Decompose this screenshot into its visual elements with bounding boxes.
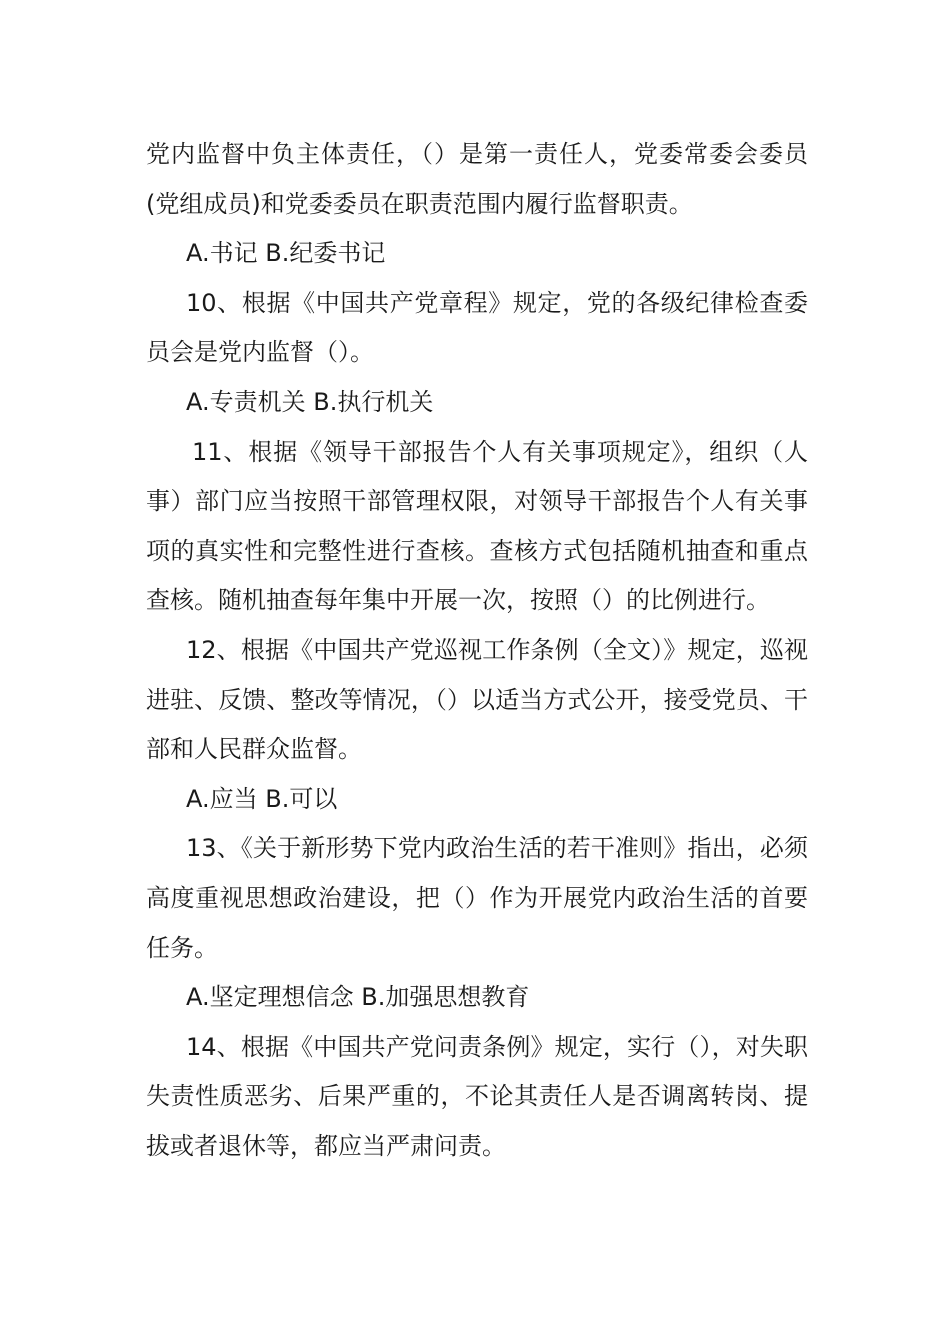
paragraph-q10-options: A.专责机关 B.执行机关 — [186, 387, 434, 416]
paragraph-q11: 11、根据《领导干部报告个人有关事项规定》，组织（人事）部门应当按照干部管理权限，对领导干部报告个人有关事项的真实性和完整性进行查核。查核方式包括随机抽查和重点查核。随机抽查每年集中开展一次，按照（）的比例进行。 — [146, 437, 808, 615]
paragraph-q12: 12、根据《中国共产党巡视工作条例（全文）》规定，巡视进驻、反馈、整改等情况，（）以适当方式公开，接受党员、干部和人民群众监督。 — [146, 635, 808, 764]
paragraph-q9-options: A.书记 B.纪委书记 — [186, 239, 386, 268]
paragraph-q9-continuation: 党内监督中负主体责任，（）是第一责任人，党委常委会委员(党组成员)和党委委员在职责范围内履行监督职责。 — [146, 140, 808, 218]
paragraph-q13-options: A.坚定理想信念 B.加强思想教育 — [186, 983, 530, 1012]
paragraph-q13: 13、《关于新形势下党内政治生活的若干准则》指出，必须高度重视思想政治建设，把（）作为开展党内政治生活的首要任务。 — [146, 834, 808, 962]
paragraph-q12-options: A.应当 B.可以 — [186, 784, 338, 813]
paragraph-q10: 10、根据《中国共产党章程》规定，党的各级纪律检查委员会是党内监督（）。 — [146, 288, 808, 367]
document-body — [146, 130, 808, 1171]
paragraph-q14: 14、根据《中国共产党问责条例》规定，实行（），对失职失责性质恶劣、后果严重的，不论其责任人是否调离转岗、提拔或者退休等，都应当严肃问责。 — [146, 1032, 808, 1160]
